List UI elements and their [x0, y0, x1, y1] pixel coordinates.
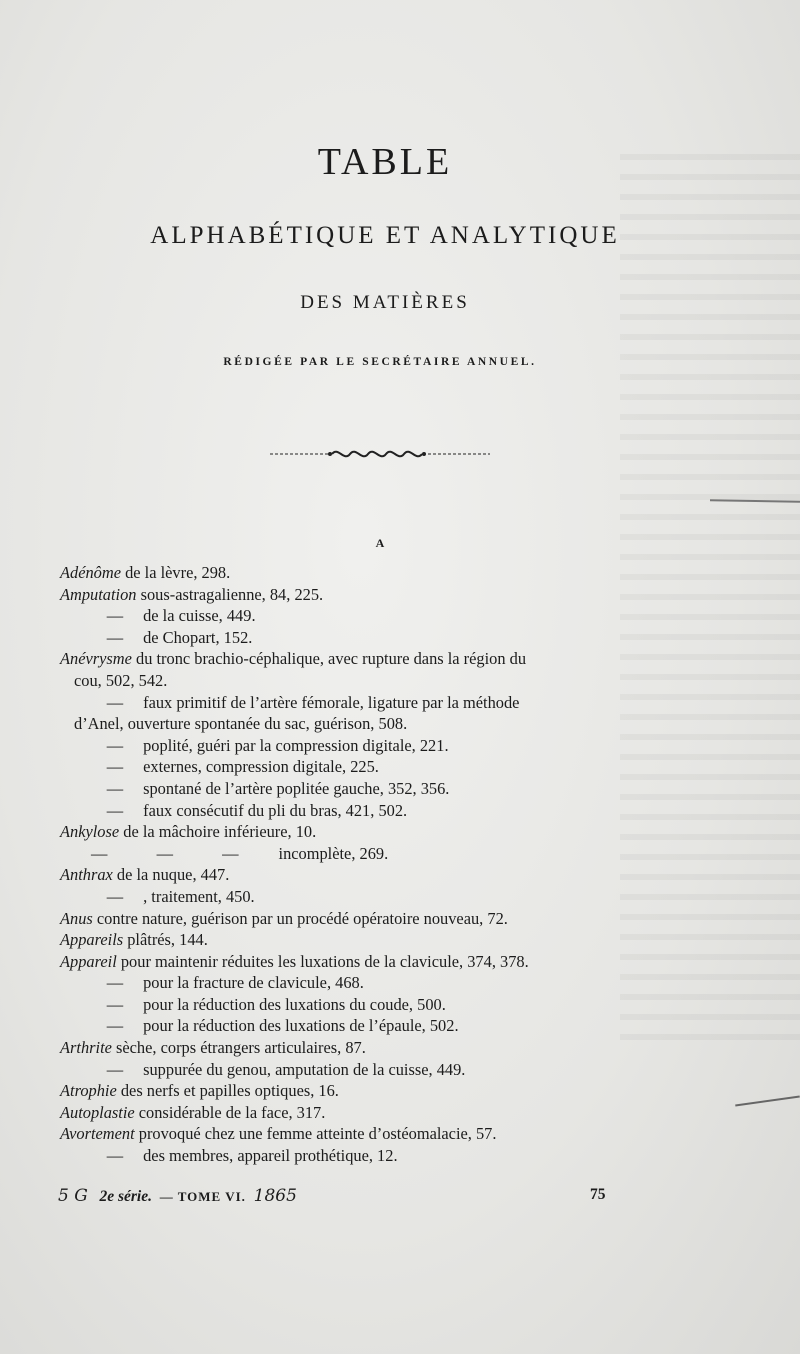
handwritten-note: 5 G — [58, 1186, 88, 1206]
entry-text: sous-astragalienne, 84, 225. — [136, 584, 324, 604]
ditto-dash: — — [106, 778, 124, 798]
index-entry — [60, 994, 700, 1016]
entry-text: de la lèvre, 298. — [121, 563, 231, 582]
index-entry — [60, 864, 700, 886]
ditto-dash: — — [106, 757, 124, 777]
ditto-dash: — — — — [91, 843, 239, 863]
index-entry — [60, 648, 700, 670]
entry-text: de la nuque, 447. — [112, 865, 230, 885]
page-number: 75 — [590, 1186, 606, 1203]
volume-label: — TOME VI. — [159, 1189, 246, 1204]
editor-note: RÉDIGÉE PAR LE SECRÉTAIRE ANNUEL. — [223, 356, 537, 368]
entry-text: plâtrés, 144. — [123, 930, 208, 950]
ditto-dash: — — [106, 973, 124, 993]
entry-text: incomplète, 269. — [278, 843, 389, 863]
index-entry — [60, 843, 700, 865]
index-entry — [60, 778, 700, 800]
entry-term: Appareils — [60, 930, 124, 950]
entry-term: Avortement — [60, 1124, 135, 1144]
index-entry — [60, 1037, 700, 1059]
entry-term: Anévrysme — [60, 649, 132, 669]
entry-term: Anthrax — [60, 865, 113, 885]
index-entry — [60, 908, 700, 930]
index-entry — [60, 1145, 700, 1167]
index-entry — [60, 972, 700, 994]
index-entry — [60, 1059, 700, 1081]
entry-text: de la mâchoire inférieure, 10. — [119, 822, 317, 842]
index-entry — [60, 1080, 700, 1102]
ornament-divider — [270, 443, 490, 463]
ditto-dash: — — [106, 1146, 124, 1166]
index-entry — [60, 735, 700, 757]
ditto-dash: — — [106, 606, 124, 626]
ditto-dash: — — [106, 735, 124, 755]
index-entry — [60, 1015, 700, 1037]
index-entry — [60, 821, 700, 843]
entry-term: Ankylose — [60, 822, 120, 842]
entry-text: de la cuisse, 449. — [143, 606, 256, 626]
entry-text: des membres, appareil prothétique, 12. — [143, 1146, 398, 1166]
entry-text: faux primitif de l’artère fémorale, ligature par la méthode — [143, 692, 520, 712]
entry-text: spontané de l’artère poplitée gauche, 352, 356. — [143, 778, 450, 798]
page-footer — [58, 1186, 618, 1206]
entry-text: sèche, corps étrangers articulaires, 87. — [111, 1038, 366, 1058]
entry-term: Autoplastie — [60, 1102, 135, 1122]
index-entry — [60, 670, 700, 692]
entry-text: externes, compression digitale, 225. — [143, 757, 379, 777]
entry-text: pour la fracture de clavicule, 468. — [143, 973, 364, 993]
series-label: 2e série. — [99, 1188, 152, 1205]
entry-text: d’Anel, ouverture spontanée du sac, guérison, 508. — [74, 714, 408, 734]
entry-text: provoqué chez une femme atteinte d’ostéomalacie, 57. — [134, 1124, 497, 1144]
margin-mark — [735, 1095, 800, 1106]
ditto-dash: — — [106, 800, 124, 820]
ditto-dash: — — [106, 886, 124, 906]
section-letter: A — [375, 536, 385, 550]
ditto-dash: — — [106, 1059, 124, 1079]
index-entry — [60, 929, 700, 951]
entry-text: cou, 502, 542. — [74, 670, 168, 690]
entry-text: pour la réduction des luxations de l’épaule, 502. — [143, 1016, 459, 1036]
ditto-dash: — — [106, 627, 124, 647]
index-entry — [60, 692, 700, 714]
entry-text: contre nature, guérison par un procédé opératoire nouveau, 72. — [92, 908, 508, 928]
index-entry — [60, 756, 700, 778]
index-entry — [60, 562, 700, 584]
entry-text: des nerfs et papilles optiques, 16. — [116, 1081, 339, 1101]
entry-term: Amputation — [60, 584, 137, 604]
index-entry — [60, 713, 700, 735]
page-subtitle-secondary: DES MATIÈRES — [300, 292, 470, 313]
entry-text: du tronc brachio-céphalique, avec rupture dans la région du — [131, 649, 527, 669]
entry-text: de Chopart, 152. — [143, 627, 253, 647]
index-entry — [60, 951, 700, 973]
entry-text: suppurée du genou, amputation de la cuisse, 449. — [143, 1059, 466, 1079]
entry-term: Atrophie — [60, 1081, 117, 1101]
entry-term: Appareil — [60, 951, 117, 971]
index-entry — [60, 584, 700, 606]
ditto-dash: — — [106, 1016, 124, 1036]
entry-term: Arthrite — [60, 1038, 112, 1058]
page-subtitle: ALPHABÉTIQUE ET ANALYTIQUE — [150, 222, 620, 249]
index-entries — [60, 562, 700, 1167]
entry-text: pour la réduction des luxations du coude, 500. — [143, 994, 446, 1014]
ditto-dash: — — [106, 692, 124, 712]
ditto-dash: — — [106, 994, 124, 1014]
entry-text: faux consécutif du pli du bras, 421, 502. — [143, 800, 408, 820]
index-entry — [60, 1102, 700, 1124]
entry-text: , traitement, 450. — [143, 886, 255, 906]
index-entry — [60, 1123, 700, 1145]
page-title: TABLE — [317, 141, 453, 183]
entry-text: pour maintenir réduites les luxations de la clavicule, 374, 378. — [116, 951, 529, 971]
handwritten-year: 1865 — [253, 1186, 297, 1206]
entry-text: considérable de la face, 317. — [134, 1102, 326, 1122]
index-entry — [60, 800, 700, 822]
index-entry — [60, 627, 700, 649]
index-entry — [60, 605, 700, 627]
entry-term: Adénôme — [60, 563, 121, 582]
entry-text: poplité, guéri par la compression digitale, 221. — [143, 735, 449, 755]
entry-term: Anus — [60, 908, 93, 928]
index-entry — [60, 886, 700, 908]
